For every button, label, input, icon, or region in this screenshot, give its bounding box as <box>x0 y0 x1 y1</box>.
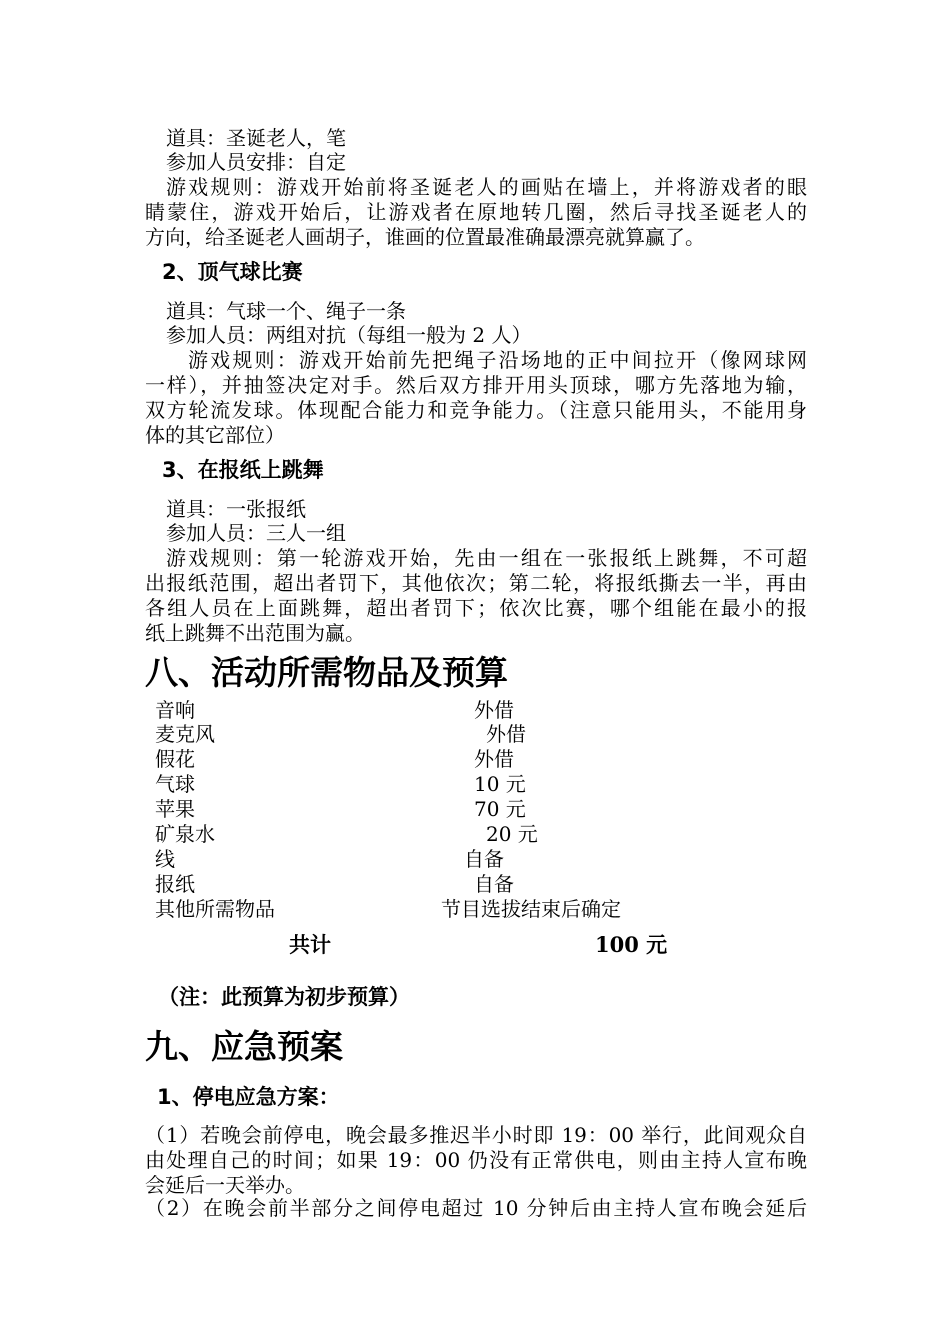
game3-rules-line: 纸上跳舞不出范围为赢。 <box>145 621 365 645</box>
budget-note: （注：此预算为初步预算） <box>158 985 410 1009</box>
budget-item-value: 自备 <box>464 847 504 871</box>
game3-rules-line: 出报纸范围，超出者罚下，其他依次；第二轮，将报纸撕去一半，再由 <box>145 571 807 595</box>
game1-rules-line: 方向，给圣诞老人画胡子，谁画的位置最准确最漂亮就算赢了。 <box>145 225 705 249</box>
section8-heading: 八、活动所需物品及预算 <box>145 653 508 692</box>
game2-participants: 参加人员：两组对抗（每组一般为 2 人） <box>166 323 532 347</box>
budget-item-name: 矿泉水 <box>155 822 215 846</box>
game2-rules-line: 双方轮流发球。体现配合能力和竞争能力。（注意只能用头，不能用身 <box>145 398 807 422</box>
game2-rules-line: 一样），并抽签决定对手。然后双方排开用头顶球，哪方先落地为输， <box>145 373 807 397</box>
game3-title: 3、在报纸上跳舞 <box>162 458 324 482</box>
game1-participants: 参加人员安排：自定 <box>166 150 346 174</box>
section9-heading: 九、应急预案 <box>145 1027 343 1066</box>
game2-title: 2、顶气球比赛 <box>162 260 303 284</box>
budget-item-value: 外借 <box>486 722 526 746</box>
budget-item-name: 其他所需物品 <box>155 897 275 921</box>
budget-item-value: 70 元 <box>474 797 526 821</box>
game3-rules-line: 各组人员在上面跳舞，超出者罚下；依次比赛，哪个组能在最小的报 <box>145 596 807 620</box>
budget-item-name: 报纸 <box>155 872 195 896</box>
budget-total-value: 100 元 <box>595 932 668 957</box>
budget-item-name: 音响 <box>155 698 195 722</box>
game2-rules-line: 体的其它部位） <box>145 423 285 447</box>
budget-item-value: 外借 <box>474 698 514 722</box>
game1-props: 道具：圣诞老人，笔 <box>166 126 346 150</box>
emergency-paragraph-line: 由处理自己的时间；如果 19：00 仍没有正常供电，则由主持人宣布晚 <box>145 1148 807 1172</box>
game3-props: 道具：一张报纸 <box>166 497 306 521</box>
game1-rules-line: 睛蒙住，游戏开始后，让游戏者在原地转几圈，然后寻找圣诞老人的 <box>145 200 807 224</box>
emergency-paragraph-line: （1）若晚会前停电，晚会最多推迟半小时即 19：00 举行，此间观众自 <box>145 1123 807 1147</box>
game1-rules-line: 游戏规则：游戏开始前将圣诞老人的画贴在墙上，并将游戏者的眼 <box>166 175 807 199</box>
budget-item-name: 假花 <box>155 747 195 771</box>
budget-item-value: 节目选拔结束后确定 <box>441 897 621 921</box>
budget-item-name: 气球 <box>155 772 195 796</box>
budget-item-value: 20 元 <box>486 822 538 846</box>
game3-participants: 参加人员：三人一组 <box>166 521 346 545</box>
game2-props: 道具：气球一个、绳子一条 <box>166 299 406 323</box>
budget-item-value: 10 元 <box>474 772 526 796</box>
emergency-paragraph-line: （2）在晚会前半部分之间停电超过 10 分钟后由主持人宣布晚会延后 <box>145 1196 807 1220</box>
budget-item-name: 苹果 <box>155 797 195 821</box>
budget-item-value: 自备 <box>474 872 514 896</box>
game3-rules-line: 游戏规则：第一轮游戏开始，先由一组在一张报纸上跳舞，不可超 <box>166 546 807 570</box>
budget-item-value: 外借 <box>474 747 514 771</box>
section9-subheading: 1、停电应急方案： <box>157 1085 340 1109</box>
game2-rules-line: 游戏规则：游戏开始前先把绳子沿场地的正中间拉开（像网球网 <box>188 348 807 372</box>
budget-total-label: 共计 <box>289 932 331 957</box>
emergency-paragraph-line: 会延后一天举办。 <box>145 1173 305 1197</box>
budget-item-name: 麦克风 <box>155 722 215 746</box>
budget-item-name: 线 <box>155 847 175 871</box>
